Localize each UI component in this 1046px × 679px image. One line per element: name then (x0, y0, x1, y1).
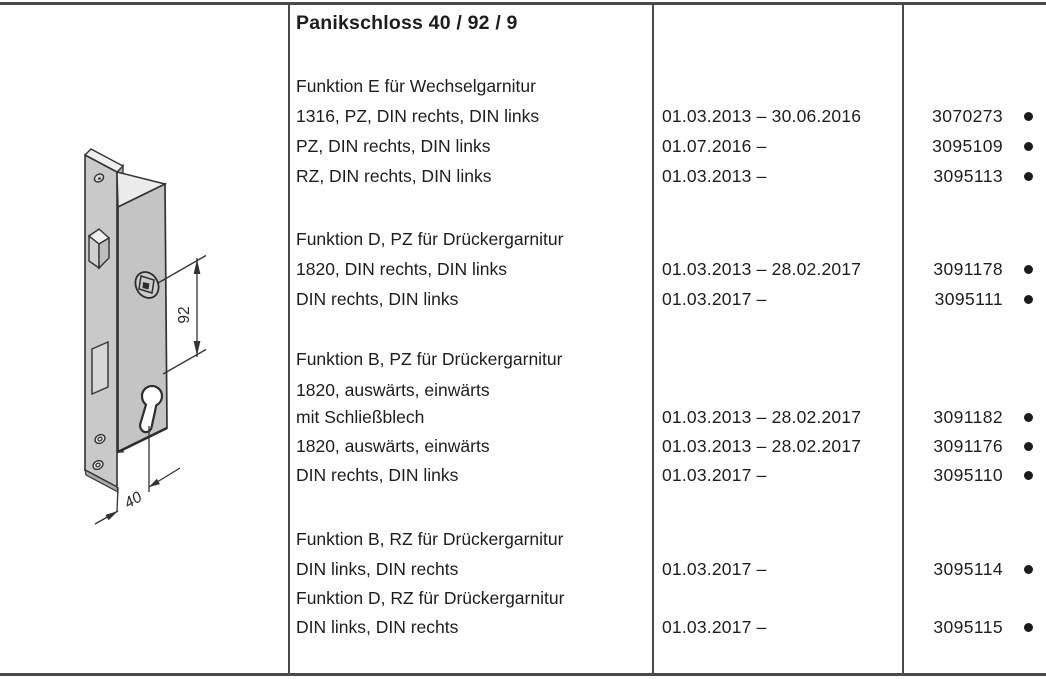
table-border-bottom (0, 673, 1046, 676)
table-row (0, 617, 1046, 641)
row-description: Funktion B, RZ für Drückergarnitur (296, 529, 564, 549)
row-date-range: 01.03.2013 – 28.02.2017 (662, 436, 862, 456)
table-row (0, 76, 1046, 100)
table-row (0, 380, 1046, 404)
article-number: 3095111 (934, 289, 1003, 309)
row-description: DIN rechts, DIN links (296, 289, 459, 309)
row-description: DIN links, DIN rechts (296, 617, 459, 637)
availability-dot (1024, 112, 1033, 121)
row-date-range: 01.03.2017 – (662, 617, 767, 637)
dim-92-label: 92 (176, 306, 193, 324)
article-number: 3091182 (933, 407, 1003, 427)
availability-dot (1024, 295, 1033, 304)
row-date-range: 01.03.2013 – 30.06.2016 (662, 106, 862, 126)
table-row (0, 529, 1046, 553)
table-row (0, 229, 1046, 253)
row-description: Funktion E für Wechselgarnitur (296, 76, 536, 96)
availability-dot (1024, 442, 1033, 451)
article-number: 3091178 (933, 259, 1003, 279)
row-description: DIN links, DIN rechts (296, 559, 459, 579)
article-number: 3091176 (933, 436, 1003, 456)
availability-dot (1024, 623, 1033, 632)
table-row (0, 259, 1046, 283)
article-number: 3095114 (933, 559, 1003, 579)
row-date-range: 01.03.2017 – (662, 559, 767, 579)
article-number: 3095113 (933, 166, 1003, 186)
table-row (0, 588, 1046, 612)
row-date-range: 01.03.2017 – (662, 465, 767, 485)
table-row (0, 289, 1046, 313)
availability-dot (1024, 565, 1033, 574)
table-row (0, 106, 1046, 130)
page-title: Panikschloss 40 / 92 / 9 (296, 12, 518, 34)
row-description: 1820, auswärts, einwärts (296, 380, 490, 400)
availability-dot (1024, 413, 1033, 422)
availability-dot (1024, 172, 1033, 181)
row-description: 1820, auswärts, einwärts (296, 436, 490, 456)
row-description: Funktion B, PZ für Drückergarnitur (296, 349, 563, 369)
table-border-top (0, 2, 1046, 5)
row-description: mit Schließblech (296, 407, 425, 427)
row-description: 1820, DIN rechts, DIN links (296, 259, 508, 279)
article-number: 3095110 (933, 465, 1003, 485)
row-description: DIN rechts, DIN links (296, 465, 459, 485)
row-description: Funktion D, RZ für Drückergarnitur (296, 588, 565, 608)
table-row (0, 407, 1046, 431)
dim-40-label: 40 (121, 488, 146, 513)
row-description: RZ, DIN rechts, DIN links (296, 166, 492, 186)
table-row (0, 436, 1046, 460)
article-number: 3070273 (932, 106, 1003, 126)
row-date-range: 01.07.2016 – (662, 136, 767, 156)
row-description: PZ, DIN rechts, DIN links (296, 136, 491, 156)
row-date-range: 01.03.2017 – (662, 289, 767, 309)
availability-dot (1024, 265, 1033, 274)
article-number: 3095115 (933, 617, 1003, 637)
table-row (0, 166, 1046, 190)
row-date-range: 01.03.2013 – 28.02.2017 (662, 407, 862, 427)
row-description: 1316, PZ, DIN rechts, DIN links (296, 106, 540, 126)
table-row (0, 349, 1046, 373)
article-number: 3095109 (932, 136, 1003, 156)
availability-dot (1024, 142, 1033, 151)
table-row (0, 136, 1046, 160)
row-date-range: 01.03.2013 – 28.02.2017 (662, 259, 862, 279)
row-date-range: 01.03.2013 – (662, 166, 767, 186)
table-row (0, 465, 1046, 489)
table-row (0, 559, 1046, 583)
row-description: Funktion D, PZ für Drückergarnitur (296, 229, 564, 249)
availability-dot (1024, 471, 1033, 480)
